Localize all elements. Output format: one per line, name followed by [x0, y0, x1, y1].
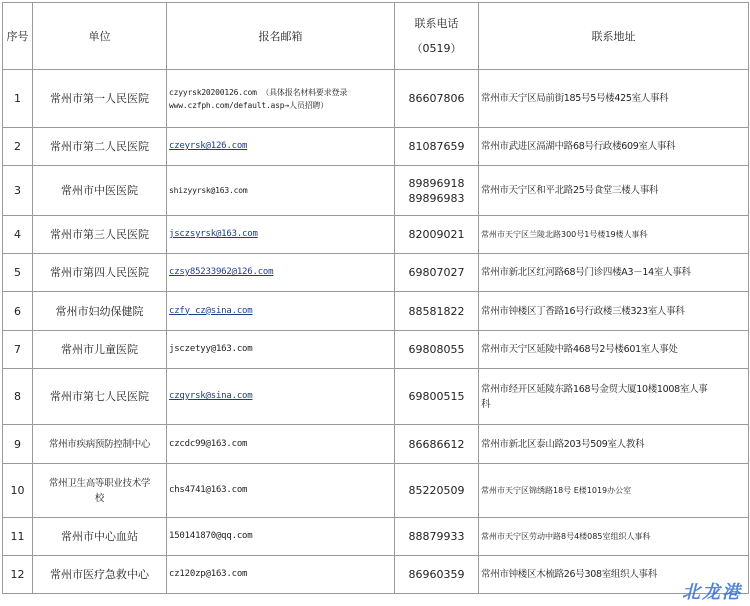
header-phone-label: 联系电话 — [414, 17, 459, 30]
row-email — [167, 128, 395, 166]
table-row — [3, 216, 749, 254]
row-unit: 常州市疾病预防控制中心 — [33, 425, 167, 464]
row-unit — [33, 464, 167, 518]
row-phone: 85220509 — [395, 464, 479, 518]
row-phone: 86960359 — [395, 556, 479, 594]
row-email-link[interactable]: czeyrsk@126.com — [169, 141, 248, 151]
row-email — [167, 369, 395, 425]
row-email: 150141870@qq.com — [167, 518, 395, 556]
row-phone: 88581822 — [395, 292, 479, 331]
row-phone: 86607806 — [395, 70, 479, 128]
row-email — [167, 254, 395, 292]
row-unit-line-2: 校 — [94, 492, 105, 504]
row-no: 6 — [3, 292, 33, 331]
table-row — [3, 128, 749, 166]
row-unit: 常州市中医医院 — [33, 166, 167, 216]
row-address: 常州市新北区泰山路203号509室人教科 — [479, 425, 749, 464]
table-row — [3, 425, 749, 464]
row-email-link[interactable]: czfy_cz@sina.com — [169, 305, 253, 316]
row-address: 常州市天宁区兰陵北路300号1号楼19楼人事科 — [479, 216, 749, 254]
table-row — [3, 464, 749, 518]
row-no: 10 — [3, 464, 33, 518]
row-email: shizyyrsk@163.com — [167, 166, 395, 216]
row-phone: 69800515 — [395, 369, 479, 425]
row-address: 常州市钟楼区丁香路16号行政楼三楼323室人事科 — [479, 292, 749, 331]
row-no: 12 — [3, 556, 33, 594]
row-email — [167, 292, 395, 331]
row-address: 常州市天宁区劳动中路8号4楼085室组织人事科 — [479, 518, 749, 556]
row-no: 8 — [3, 369, 33, 425]
row-unit: 常州市第二人民医院 — [33, 128, 167, 166]
row-no: 11 — [3, 518, 33, 556]
recruitment-contact-table — [2, 2, 749, 594]
table-row — [3, 166, 749, 216]
row-no: 4 — [3, 216, 33, 254]
header-email: 报名邮箱 — [167, 3, 395, 70]
row-phone-2: 89896983 — [408, 191, 465, 205]
row-address: 常州市武进区滆湖中路68号行政楼609室人事科 — [479, 128, 749, 166]
row-email-link[interactable]: czsy85233962@126.com — [169, 267, 274, 277]
row-unit: 常州市第四人民医院 — [33, 254, 167, 292]
table-row — [3, 369, 749, 425]
header-no: 序号 — [3, 3, 33, 70]
row-email: jsczetyy@163.com — [167, 331, 395, 369]
header-phone-area-code: （0519） — [411, 42, 462, 55]
row-address: 常州市新北区红河路68号门诊四楼A3－14室人事科 — [479, 254, 749, 292]
row-address: 常州市天宁区锦绣路18号 E楼1019办公室 — [479, 464, 749, 518]
row-phone: 82009021 — [395, 216, 479, 254]
row-address: 常州市天宁区和平北路25号食堂三楼人事科 — [479, 166, 749, 216]
row-unit: 常州市儿童医院 — [33, 331, 167, 369]
row-email: cz120zp@163.com — [167, 556, 395, 594]
row-unit: 常州市医疗急救中心 — [33, 556, 167, 594]
row-phone: 86686612 — [395, 425, 479, 464]
row-address: 常州市天宁区延陵中路468号2号楼601室人事处 — [479, 331, 749, 369]
row-address: 常州市钟楼区木梳路26号308室组织人事科 — [479, 556, 749, 594]
row-phone: 81087659 — [395, 128, 479, 166]
row-phone: 88879933 — [395, 518, 479, 556]
row-address-line-1: 常州市经开区延陵东路168号金贸大厦10楼1008室人事 — [481, 383, 708, 395]
table-row — [3, 331, 749, 369]
row-email-link[interactable]: jsczsyrsk@163.com — [169, 229, 258, 239]
row-address: 常州市天宁区局前街185号5号楼425室人事科 — [479, 70, 749, 128]
watermark-logo: 北龙港 — [682, 582, 742, 603]
row-no: 2 — [3, 128, 33, 166]
row-email — [167, 216, 395, 254]
row-email: chs4741@163.com — [167, 464, 395, 518]
row-email: czcdc99@163.com — [167, 425, 395, 464]
row-no: 3 — [3, 166, 33, 216]
table-row — [3, 518, 749, 556]
row-email — [167, 70, 395, 128]
row-no: 9 — [3, 425, 33, 464]
row-phone — [395, 166, 479, 216]
row-address-line-2: 科 — [481, 398, 491, 410]
header-phone — [395, 3, 479, 70]
row-unit: 常州市第三人民医院 — [33, 216, 167, 254]
row-no: 7 — [3, 331, 33, 369]
table-row — [3, 556, 749, 594]
row-unit: 常州市中心血站 — [33, 518, 167, 556]
row-email-note[interactable]: www.czfph.com/default.asp→人员招聘） — [169, 100, 329, 110]
row-email-link[interactable]: czqyrsk@sina.com — [169, 391, 253, 401]
row-no: 1 — [3, 70, 33, 128]
row-phone: 69808055 — [395, 331, 479, 369]
row-address — [479, 369, 749, 425]
row-phone: 69807027 — [395, 254, 479, 292]
row-unit-line-1: 常州卫生高等职业技术学 — [48, 477, 151, 489]
row-unit: 常州市第七人民医院 — [33, 369, 167, 425]
table-header-row — [3, 3, 749, 70]
header-address: 联系地址 — [479, 3, 749, 70]
row-phone-1: 89896918 — [408, 176, 465, 190]
row-unit: 常州市第一人民医院 — [33, 70, 167, 128]
row-no: 5 — [3, 254, 33, 292]
header-unit: 单位 — [33, 3, 167, 70]
row-unit: 常州市妇幼保健院 — [33, 292, 167, 331]
table-row — [3, 70, 749, 128]
table-row — [3, 292, 749, 331]
table-row — [3, 254, 749, 292]
row-email-text: czyyrsk20200126.com （具体报名材料要求登录 — [169, 87, 348, 97]
